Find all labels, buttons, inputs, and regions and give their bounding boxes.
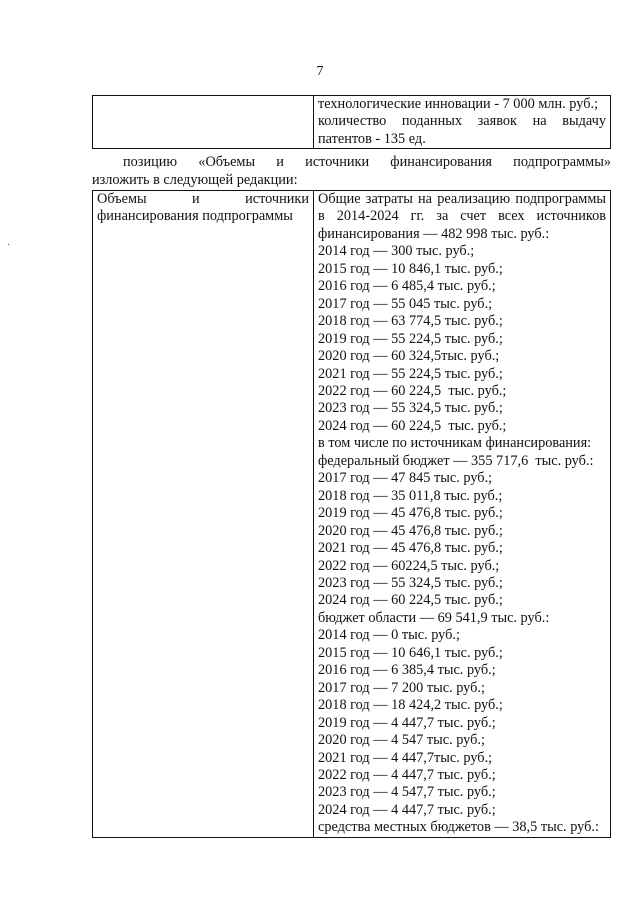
funding-table [92, 190, 611, 838]
text-line: 2024 год — 4 447,7 тыс. руб.; [318, 801, 496, 818]
text-line: 2016 год — 6 385,4 тыс. руб.; [318, 662, 496, 679]
text-line: 2014 год — 300 тыс. руб.; [318, 243, 475, 260]
text-line: средства местных бюджетов — 38,5 тыс. руб.: [318, 819, 599, 836]
text-line: 2018 год — 35 011,8 тыс. руб.; [318, 487, 503, 504]
text-line: в 2014-2024 гг. за счет всех источников [318, 208, 606, 225]
text-line: 2021 год — 55 224,5 тыс. руб.; [318, 365, 503, 382]
text-line: федеральный бюджет — 355 717,6 тыс. руб.: [318, 452, 594, 469]
text-line: технологические инновации - 7 000 млн. руб.; [318, 96, 599, 112]
text-line: 2017 год — 55 045 тыс. руб.; [318, 295, 493, 312]
continuation-table [92, 95, 611, 149]
text-line: в том числе по источникам финансирования: [318, 435, 592, 452]
text-line: 2023 год — 55 324,5 тыс. руб.; [318, 400, 503, 417]
scan-speck: · [7, 240, 11, 251]
row-heading-cell [93, 191, 314, 838]
text-line: бюджет области — 69 541,9 тыс. руб.: [318, 609, 550, 626]
text-line: 2018 год — 63 774,5 тыс. руб.; [318, 313, 503, 330]
text-line: Общие затраты на реализацию подпрограммы [318, 191, 606, 207]
text-line: 2014 год — 0 тыс. руб.; [318, 627, 460, 644]
text-line: 2023 год — 4 547,7 тыс. руб.; [318, 784, 496, 801]
text-line: 2019 год — 4 447,7 тыс. руб.; [318, 714, 496, 731]
text-line: 2020 год — 45 476,8 тыс. руб.; [318, 522, 503, 539]
text-line: 2021 год — 4 447,7тыс. руб.; [318, 749, 493, 766]
text-line: 2018 год — 18 424,2 тыс. руб.; [318, 697, 503, 714]
text-line: 2019 год — 55 224,5 тыс. руб.; [318, 330, 503, 347]
right-cell [314, 96, 611, 149]
funding-details-cell [314, 191, 611, 838]
text-line: 2022 год — 60224,5 тыс. руб.; [318, 557, 500, 574]
text-line: 2015 год — 10 646,1 тыс. руб.; [318, 644, 503, 661]
text-line: 2022 год — 60 224,5 тыс. руб.; [318, 382, 507, 399]
table-row [93, 191, 611, 838]
text-line: 2024 год — 60 224,5 тыс. руб.; [318, 592, 503, 609]
text-line: 2017 год — 47 845 тыс. руб.; [318, 470, 493, 487]
text-line: 2021 год — 45 476,8 тыс. руб.; [318, 540, 503, 557]
text-line: 2016 год — 6 485,4 тыс. руб.; [318, 278, 496, 295]
text-line: 2020 год — 4 547 тыс. руб.; [318, 732, 485, 749]
text-line: 2024 год — 60 224,5 тыс. руб.; [318, 417, 507, 434]
empty-left-cell [93, 96, 314, 149]
instruction-line-2: изложить в следующей редакции: [92, 172, 298, 188]
table-row [93, 96, 611, 149]
text-line: 2019 год — 45 476,8 тыс. руб.; [318, 505, 503, 522]
instruction-line-1: позицию «Объемы и источники финансирования подпрограммы» [123, 154, 611, 170]
text-line: 2017 год — 7 200 тыс. руб.; [318, 679, 485, 696]
text-line: 2023 год — 55 324,5 тыс. руб.; [318, 574, 503, 591]
row-heading-line: Объемы и источники [97, 191, 309, 207]
text-line: 2015 год — 10 846,1 тыс. руб.; [318, 260, 503, 277]
row-heading-line: финансирования подпрограммы [97, 208, 293, 225]
text-line: финансирования — 482 998 тыс. руб.: [318, 225, 550, 242]
page-number: 7 [316, 64, 324, 79]
text-line: 2020 год — 60 324,5тыс. руб.; [318, 348, 500, 365]
text-line: 2022 год — 4 447,7 тыс. руб.; [318, 766, 496, 783]
text-line: количество поданных заявок на выдачу [318, 113, 606, 130]
text-line: патентов - 135 ед. [318, 130, 426, 147]
